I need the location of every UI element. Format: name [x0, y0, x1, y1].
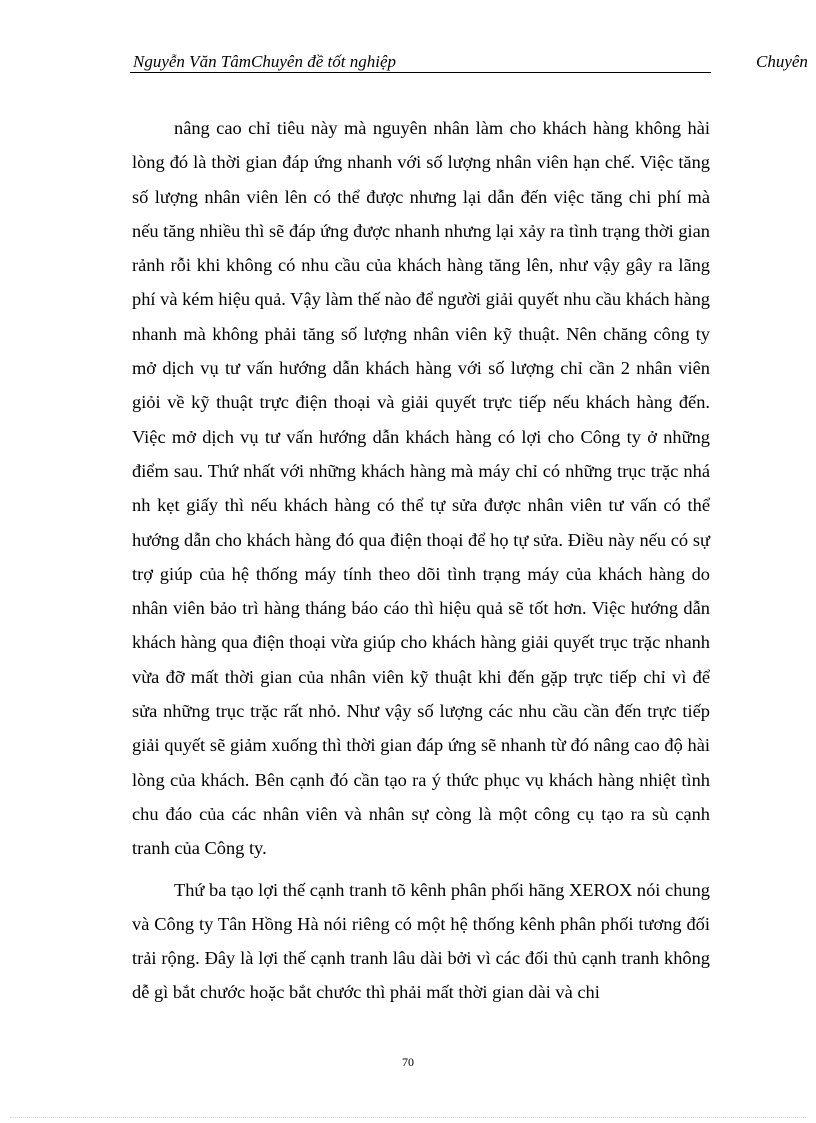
paragraph: Thứ ba tạo lợi thế cạnh tranh tõ kênh phân phối hãng XEROX nói chung và Công ty Tân Hồng Hà nói riêng có một hệ thống kênh phân phối tương đối trải rộng. Đây là lợi thế cạnh tranh lâu dài bởi vì các đối thủ cạnh tranh không dễ gì bắt chước hoặc bắt chước thì phải mất thời gian dài và chi: [132, 879, 710, 1003]
header-divider: [130, 72, 711, 73]
page-bottom-divider: [10, 1117, 806, 1118]
page-number: 70: [402, 1055, 414, 1069]
header-truncated-title: Chuyên: [756, 52, 808, 71]
header-author-title: Nguyễn Văn TâmChuyên đề tốt nghiệp: [133, 52, 396, 71]
paragraph: nâng cao chỉ tiêu này mà nguyên nhân làm cho khách hàng không hài lòng đó là thời gian đáp ứng nhanh với số lượng nhân viên hạn chế. Việc tăng số lượng nhân viên lên có thể được nhưng lại dẫn đến việc tăng chi phí mà nếu tăng nhiều thì sẽ đáp ứng được nhanh nhưng lại xảy ra tình trạng thời gian rảnh rỗi khi không có nhu cầu của khách hàng tăng lên, như vậy gây ra lãng phí và kém hiệu quả. Vậy làm thế nào để người giải quyết nhu cầu khách hàng nhanh mà không phải tăng số lượng nhân viên kỹ thuật. Nên chăng công ty mở dịch vụ tư vấn hướng dẫn khách hàng với số lượng chỉ cần 2 nhân viên giỏi về kỹ thuật trực điện thoại và giải quyết trực tiếp nếu khách hàng đến. Việc mở dịch vụ tư vấn hướng dẫn khách hàng có lợi cho Công ty ở những điểm sau. Thứ nhất với những khách hàng mà máy chỉ có những trục trặc nhá nh kẹt giấy thì nếu khách hàng có thể tự sửa được nhân viên tư vấn có thể hướng dẫn cho khách hàng đó qua điện thoại để họ tự sửa. Điều này nếu có sự trợ giúp của hệ thống máy tính theo dõi tình trạng máy của khách hàng do nhân viên bảo trì hàng tháng báo cáo thì hiệu quả sẽ tốt hơn. Việc hướng dẫn khách hàng qua điện thoại vừa giúp cho khách hàng giải quyết trục trặc nhanh vừa đỡ mất thời gian của nhân viên kỹ thuật khi đến gặp trực tiếp chỉ vì để sửa những trục trặc rất nhỏ. Như vậy số lượng các nhu cầu cần đến trực tiếp giải quyết sẽ giảm xuống thì thời gian đáp ứng sẽ nhanh từ đó nâng cao độ hài lòng của khách. Bên cạnh đó cần tạo ra ý thức phục vụ khách hàng nhiệt tình chu đáo của các nhân viên và nhân sự còng là một công cụ tạo ra sù cạnh tranh của Công ty.: [132, 118, 710, 859]
body-text: [132, 111, 710, 1010]
